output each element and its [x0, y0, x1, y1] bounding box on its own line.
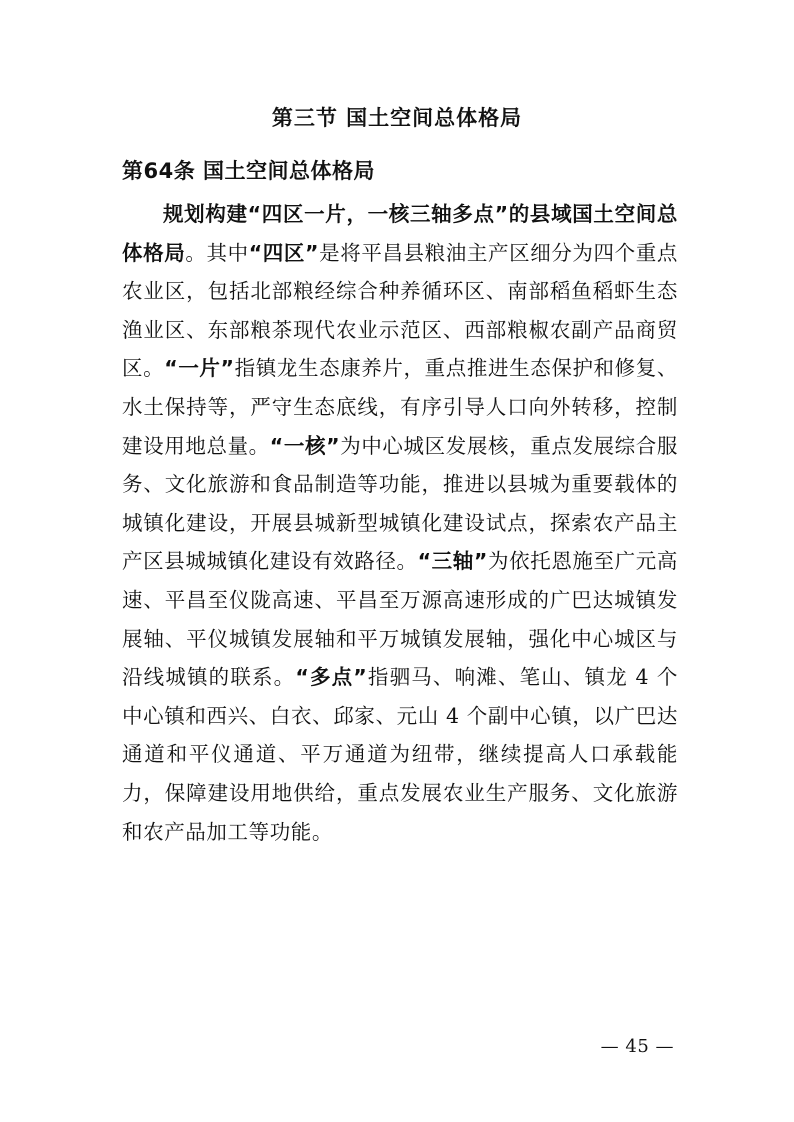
paragraph-run: 指驷马、响滩、笔山、镇龙 4 个中心镇和西兴、白衣、邱家、元山 4 个副中心镇，以广巴达通道和平仪通道、平万通道为纽带，继续提高人口承载能力，保障建设用地供给，重点发展农业生产服务、文化旅游和农产品加工等功能。: [122, 665, 678, 844]
paragraph-run: “三轴”: [417, 549, 488, 574]
paragraph-run: “一片”: [164, 356, 235, 381]
article-body-paragraph: [122, 195, 678, 851]
paragraph-run: 为依托恩施至广元高速、平昌至仪陇高速、平昌至万源高速形成的广巴达城镇发展轴、平仪城镇发展轴和平万城镇发展轴，强化中心城区与沿线城镇的联系。: [122, 549, 678, 690]
page-number: — 45 —: [600, 1036, 674, 1057]
paragraph-run: “一核”: [269, 433, 341, 458]
paragraph-run: 指镇龙生态康养片，重点推进生态保护和修复、水土保持等，严守生态底线，有序引导人口向外转移，控制建设用地总量。: [122, 356, 678, 458]
paragraph-run: 。其中: [185, 240, 249, 265]
paragraph-run: 规划构建“四区一片，一核三轴多点”的县域国土空间总体格局: [122, 202, 678, 265]
section-title: 第三节 国土空间总体格局: [271, 106, 523, 130]
paragraph-run: “多点”: [295, 665, 368, 690]
paragraph-run: “四区”: [248, 240, 320, 265]
article-heading: 第64条 国土空间总体格局: [122, 159, 376, 183]
paragraph-run: 是将平昌县粮油主产区细分为四个重点农业区，包括北部粮经综合种养循环区、南部稻鱼稻虾生态渔业区、东部粮茶现代农业示范区、西部粮椒农副产品商贸区。: [122, 240, 678, 381]
paragraph-run: 为中心城区发展核，重点发展综合服务、文化旅游和食品制造等功能，推进以县城为重要载体的城镇化建设，开展县城新型城镇化建设试点，探索农产品主产区县城城镇化建设有效路径。: [122, 433, 678, 574]
